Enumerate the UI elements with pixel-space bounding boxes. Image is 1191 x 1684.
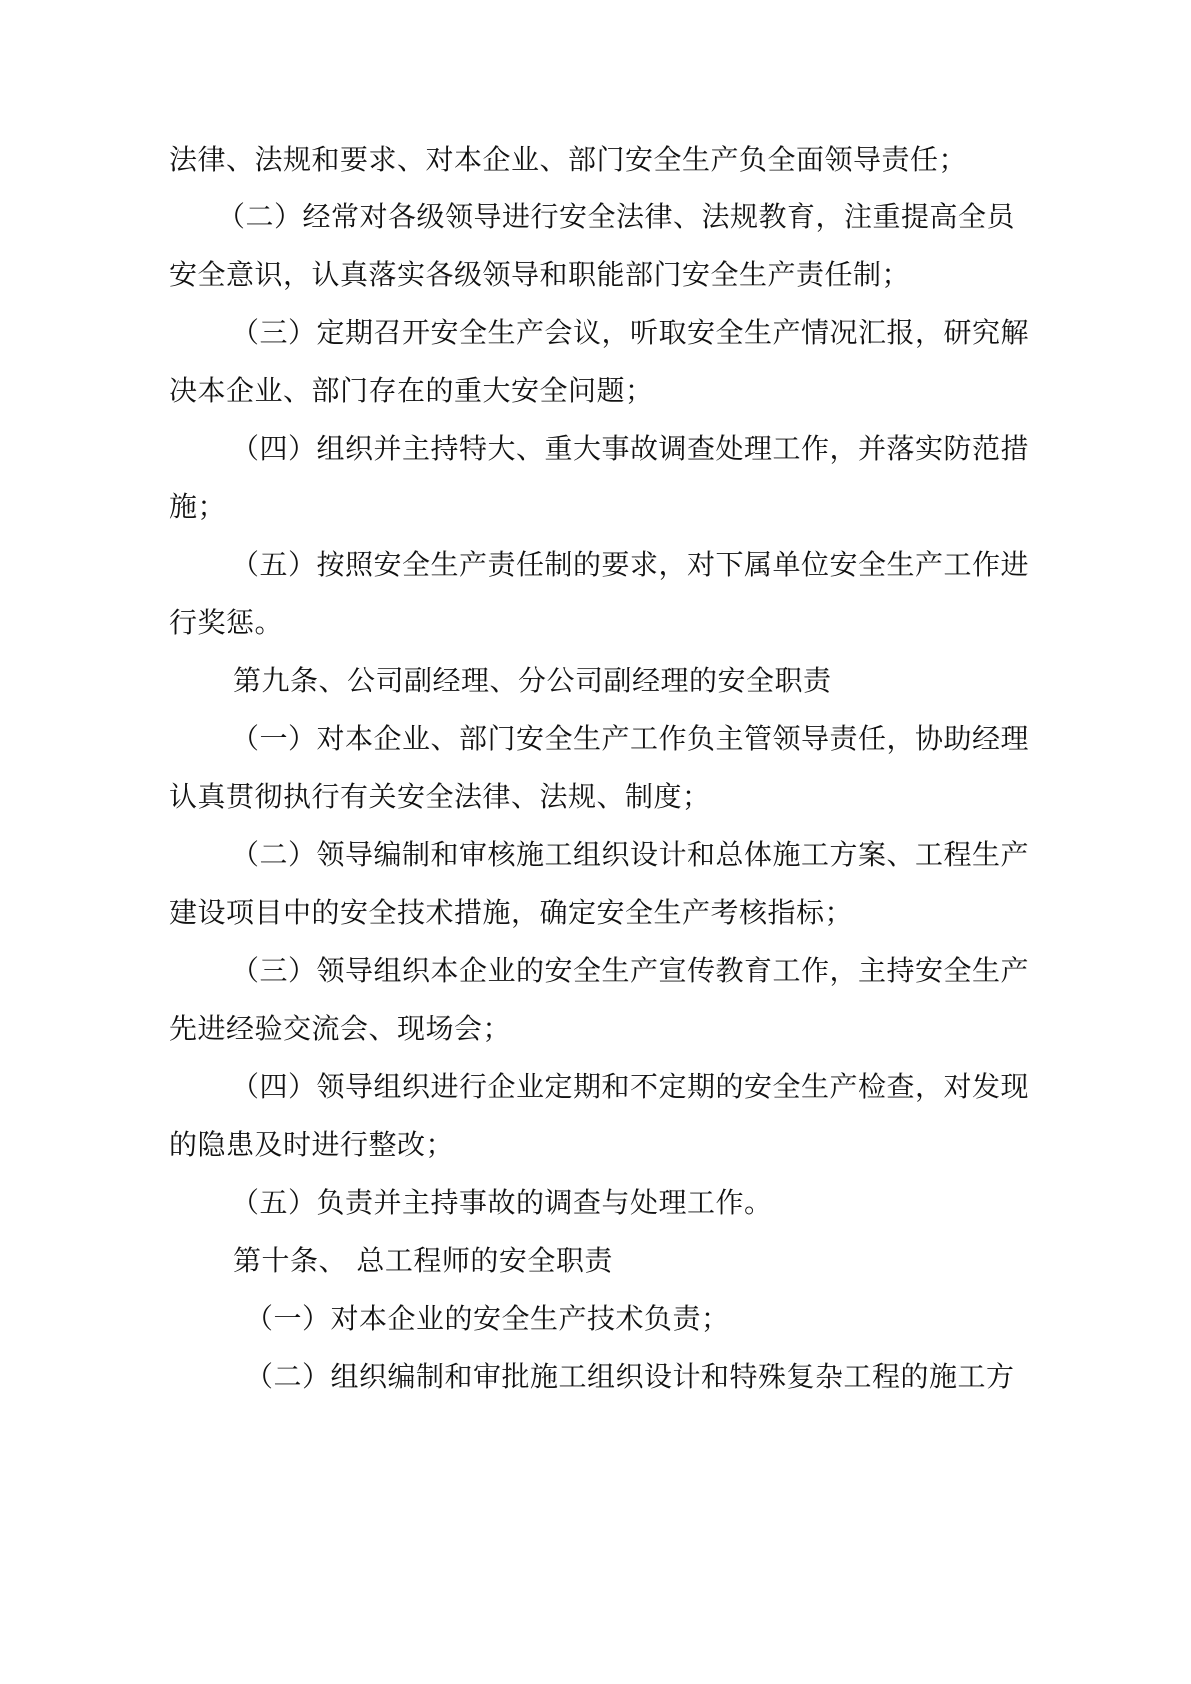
text-line-12: 认真贯彻执行有关安全法律、法规、制度；: [169, 780, 711, 813]
text-line-19: （五）负责并主持事故的调查与处理工作。: [231, 1186, 773, 1219]
text-line-9: 行奖惩。: [169, 606, 284, 639]
text-line-7: 施；: [169, 490, 227, 523]
text-line-3: 安全意识，认真落实各级领导和职能部门安全生产责任制；: [169, 258, 911, 291]
text-line-13: （二）领导编制和审核施工组织设计和总体施工方案、工程生产: [231, 838, 1030, 871]
text-line-6: （四）组织并主持特大、重大事故调查处理工作，并落实防范措: [231, 432, 1030, 465]
text-line-4: （三）定期召开安全生产会议，听取安全生产情况汇报，研究解: [231, 316, 1030, 349]
text-line-5: 决本企业、部门存在的重大安全问题；: [169, 374, 654, 407]
text-line-1: 法律、法规和要求、对本企业、部门安全生产负全面领导责任；: [169, 143, 968, 176]
section-heading-article-9: 第九条、公司副经理、分公司副经理的安全职责: [233, 664, 832, 697]
text-line-15: （三）领导组织本企业的安全生产宣传教育工作，主持安全生产: [231, 954, 1030, 987]
text-line-22: （二）组织编制和审批施工组织设计和特殊复杂工程的施工方: [245, 1360, 1015, 1393]
text-line-14: 建设项目中的安全技术措施，确定安全生产考核指标；: [169, 896, 854, 929]
section-heading-article-10: 第十条、 总工程师的安全职责: [233, 1244, 613, 1277]
text-line-2: （二）经常对各级领导进行安全法律、法规教育，注重提高全员: [217, 200, 1016, 233]
text-line-11: （一）对本企业、部门安全生产工作负主管领导责任，协助经理: [231, 722, 1030, 755]
text-line-8: （五）按照安全生产责任制的要求，对下属单位安全生产工作进: [231, 548, 1030, 581]
text-line-21: （一）对本企业的安全生产技术负责；: [245, 1302, 730, 1335]
text-line-17: （四）领导组织进行企业定期和不定期的安全生产检查，对发现: [231, 1070, 1030, 1103]
text-line-16: 先进经验交流会、现场会；: [169, 1012, 512, 1045]
text-line-18: 的隐患及时进行整改；: [169, 1128, 455, 1161]
